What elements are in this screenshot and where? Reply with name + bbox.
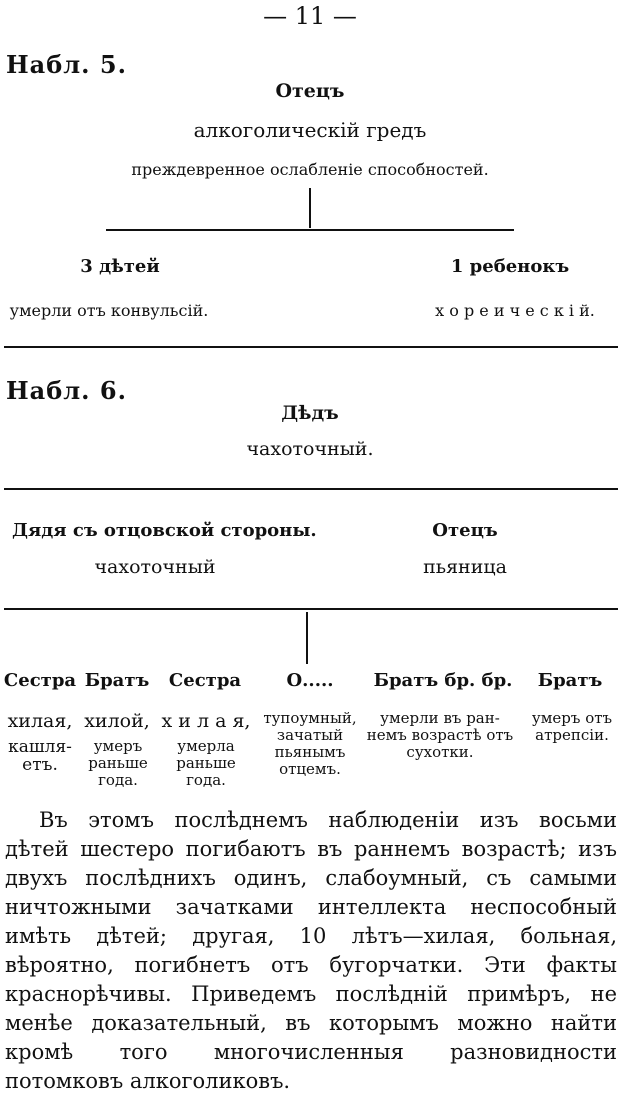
obs5-father-name: Отецъ <box>275 80 345 102</box>
child-2-name: Братъ <box>84 670 150 691</box>
body-paragraph <box>5 806 617 1096</box>
child-5-name: Братъ бр. бр. <box>373 670 513 691</box>
child-6-name: Братъ <box>537 670 603 691</box>
obs5-right-desc: х о р е и ч е с к і й. <box>435 301 595 320</box>
obs5-title: Набл. 5. <box>6 50 127 79</box>
obs5-tree-stem <box>309 188 311 228</box>
child-3-name: Сестра <box>168 670 242 691</box>
obs6-father-name: Отецъ <box>432 520 498 541</box>
obs6-tree-stem <box>306 612 308 664</box>
paragraph-text: Въ этомъ послѣднемъ наблюденіи изъ восьми дѣтей шестеро погибаютъ въ раннемъ возрастѣ; изъ двухъ послѣднихъ одинъ, слабоумный, съ самыми ничтожными зачатками интеллекта неспособный имѣть дѣтей; другая, 10 лѣтъ—хилая, больная, вѣроятно, погибнетъ отъ бугорчатки. Эти факты краснорѣчивы. Приведемъ послѣдній примѣръ, не менѣе доказательный, въ которымъ можно найти кромѣ того многочисленныя разновидности потомковъ алкоголиковъ. <box>5 808 617 1093</box>
child-3-desc-main: х и л а я, <box>161 710 251 732</box>
child-1-name: Сестра <box>3 670 77 691</box>
child-2-desc-main: хилой, <box>84 710 150 732</box>
obs5-right-name: 1 ребенокъ <box>450 256 570 277</box>
obs5-father-line1: алкоголическій гредъ <box>193 118 427 142</box>
obs5-left-name: 3 дѣтей <box>80 256 160 277</box>
obs5-left-desc: умерли отъ конвульсій. <box>9 301 209 320</box>
obs6-uncle-desc: чахоточный <box>94 556 216 578</box>
section-divider <box>4 346 618 348</box>
obs6-father-desc: пьяница <box>423 556 507 578</box>
child-1-desc: кашля- етъ. <box>8 737 72 775</box>
child-3-desc: умерла раньше года. <box>176 737 236 789</box>
obs6-grandfather-desc: чахоточный. <box>246 438 374 460</box>
child-2-desc: умеръ раньше года. <box>88 737 148 789</box>
child-6-desc: умеръ отъ атрепсіи. <box>531 709 613 744</box>
obs5-tree-branch <box>106 229 514 231</box>
child-1-desc-main: хилая, <box>7 710 73 732</box>
child-4-desc: тупоумный, зачатый пьянымъ отцемъ. <box>263 709 357 778</box>
obs6-title: Набл. 6. <box>6 376 127 405</box>
obs5-father-line2: преждевренное ослабленіе способностей. <box>131 160 489 179</box>
obs6-uncle-name: Дядя съ отцовской стороны. <box>12 520 317 541</box>
obs6-gen1-line <box>4 488 618 490</box>
obs6-gen2-line <box>4 608 618 610</box>
page-number: — 11 — <box>263 2 357 30</box>
child-4-name: О..... <box>286 670 334 691</box>
obs6-grandfather-name: Дѣдъ <box>281 402 339 424</box>
child-5-desc: умерли въ ран- немъ возрастѣ отъ сухотки. <box>366 709 514 761</box>
